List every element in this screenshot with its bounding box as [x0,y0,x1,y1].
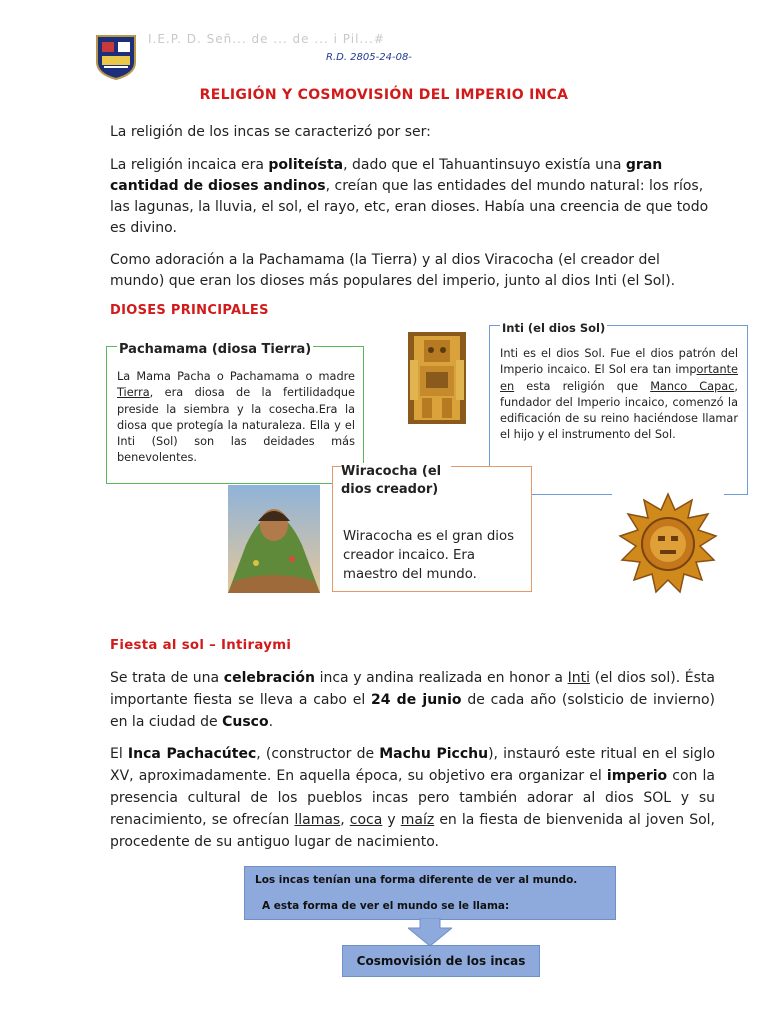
pachamama-box [106,342,364,484]
inti-heading: Inti (el dios Sol) [502,321,606,335]
resolution-number: R.D. 2805-24-08- [326,52,412,63]
worldview-question-box [244,866,616,920]
fiesta-title: Fiesta al sol – Intiraymi [110,638,292,653]
school-name-faint: I.E.P. D. Señ... de ... de ... i Pil...# [148,32,385,46]
pachamama-text: La Mama Pacha o Pachamama o madre Tierra, era diosa de la fertilidadque preside la siembra y la cosecha.Era la diosa que protegía la naturaleza. Ella y el Inti (Sol) son las deidades más benevolentes. [117,370,355,465]
wiracocha-heading: Wiracocha (el dios creador) [341,463,451,499]
intro-paragraph: La religión de los incas se caracterizó por ser: [110,124,431,140]
inti-sun-image [612,490,724,598]
gods-section-title: DIOSES PRINCIPALES [110,303,269,318]
cosmovision-result-box: Cosmovisión de los incas [342,945,540,977]
fiesta-paragraph-1: Se trata de una celebración inca y andina realizada en honor a Inti (el dios sol). Ésta importante fiesta se lleva a cabo el 24 de junio de cada año (solsticio de invierno) en la ciudad de Cusco. [110,670,715,730]
worldview-line-1: Los incas tenían una forma diferente de ver al mundo. [255,874,578,886]
paragraph-polytheism: La religión incaica era politeísta, dado que el Tahuantinsuyo existía una gran cantidad de dioses andinos, creían que las entidades del mundo natural: los ríos, las lagunas, la lluvia, el sol, el rayo, etc, eran dioses. Había una creencia de que todo es divino. [110,157,709,236]
page-title: RELIGIÓN Y COSMOVISIÓN DEL IMPERIO INCA [199,87,569,103]
wiracocha-text: Wiracocha es el gran dios creador incaico. Era maestro del mundo. [343,529,515,582]
worldview-line-2: A esta forma de ver el mundo se le llama: [262,900,510,912]
paragraph-worship: Como adoración a la Pachamama (la Tierra) y al dios Viracocha (el creador del mundo) que eran los dioses más populares del imperio, junto al dios Inti (el Sol). [110,252,676,289]
inca-statue-image [406,330,468,426]
pachamama-mountain-image [228,485,320,593]
fiesta-paragraph-2: El Inca Pachacútec, (constructor de Machu Picchu), instauró este ritual en el siglo XV, aproximadamente. En aquella época, su objetivo era organizar el imperio con la presencia cultural de los pueblos incas pero también adorar al dios SOL y su renacimiento, se ofrecían llamas, coca y maíz en la fiesta de bienvenida al joven Sol, procedente de su antiguo lugar de nacimiento. [110,746,716,850]
pachamama-heading: Pachamama (diosa Tierra) [119,342,312,357]
school-logo [94,34,138,80]
wiracocha-box [332,466,532,592]
down-arrow-icon [408,918,452,946]
inti-text: Inti es el dios Sol. Fue el dios patrón del Imperio incaico. El Sol era tan importante en esta religión que Manco Capac, fundador del Imperio incaico, comenzó la edificación de su reino haciéndose llamar el hijo y el instrumento del Sol. [500,347,738,442]
